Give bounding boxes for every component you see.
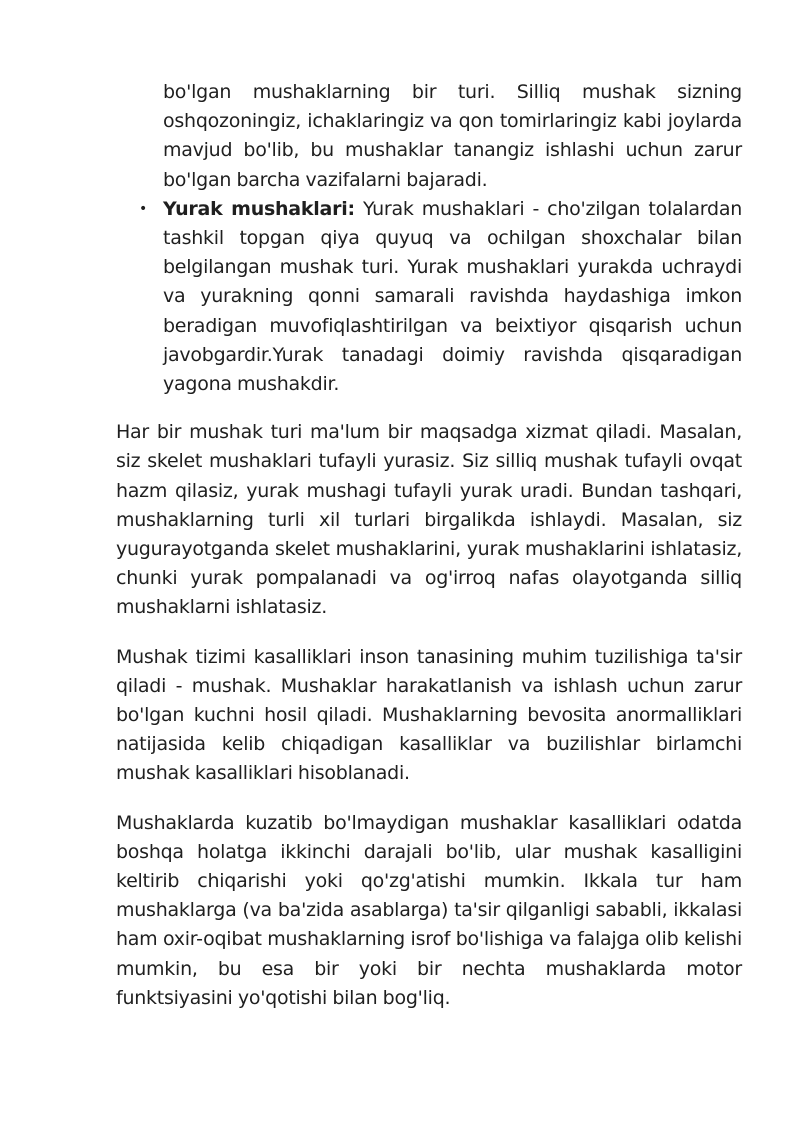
paragraph-1: Har bir mushak turi ma'lum bir maqsadga xizmat qiladi. Masalan, siz skelet mushaklari tufayli yurasiz. Siz silliq mushak tufayli ovqat hazm qilasiz, yurak mushagi tufayli yurak uradi. Bundan tashqari, mushaklarning turli xil turlari birgalikda ishlaydi. Masalan, siz yugurayotganda skelet mushaklarini, yurak mushaklarini ishlatasiz, chunki yurak pompalanadi va og'irroq nafas olayotganda silliq mushaklarni ishlatasiz. — [116, 421, 742, 619]
continued-paragraph: bo'lgan mushaklarning bir turi. Silliq mushak sizning oshqozoningiz, ichaklaringiz va qon tomirlaringiz kabi joylarda mavjud bo'lib, bu mushaklar tanangiz ishlashi uchun zarur bo'lgan barcha vazifalarni bajaradi. — [163, 81, 742, 191]
paragraph-3: Mushaklarda kuzatib bo'lmaydigan mushaklar kasalliklari odatda boshqa holatga ikkinchi darajali bo'lib, ular mushak kasalligini keltirib chiqarishi yoki qo'zg'atishi mumkin. Ikkala tur ham mushaklarga (va ba'zida asablarga) ta'sir qilganligi sababli, ikkalasi ham oxir-oqibat mushaklarning isrof bo'lishiga va falajga olib kelishi mumkin, bu esa bir yoki bir nechta mushaklarda motor funktsiyasini yo'qotishi bilan bog'liq. — [116, 811, 742, 1009]
bullet-term: Yurak mushaklari: — [163, 197, 355, 220]
bullet-list — [139, 78, 743, 399]
bullet-text: Yurak mushaklari - cho'zilgan tolalardan tashkil topgan qiya quyuq va ochilgan shoxchalar bilan belgilangan mushak turi. Yurak mushaklari yurakda uchraydi va yurakning qonni samarali ravishda haydashiga imkon beradigan muvofiqlashtirilgan va beixtiyor qisqarish uchun javobgardir.Yurak tanadagi doimiy ravishda qisqaradigan yagona mushakdir. — [163, 197, 743, 396]
bullet-item-yurak — [139, 195, 743, 399]
document-body — [116, 78, 742, 1013]
paragraph-2: Mushak tizimi kasalliklari inson tanasining muhim tuzilishiga ta'sir qiladi - mushak. Mushaklar harakatlanish va ishlash uchun zarur bo'lgan kuchni hosil qiladi. Mushaklarning bevosita anormalliklari natijasida kelib chiqadigan kasalliklar va buzilishlar birlamchi mushak kasalliklari hisoblanadi. — [116, 645, 742, 785]
bullet-marker: • — [139, 200, 148, 217]
